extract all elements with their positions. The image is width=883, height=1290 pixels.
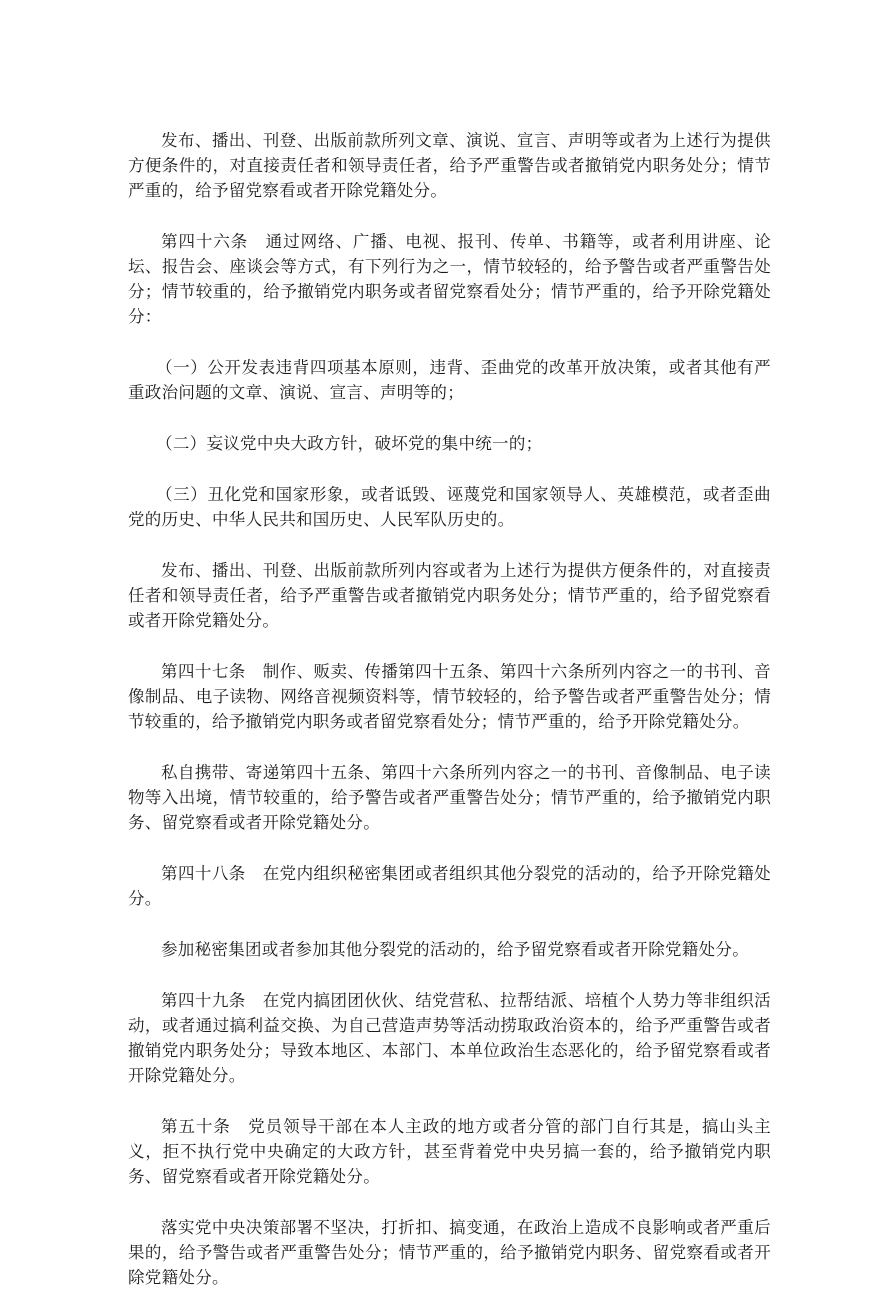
paragraph-item-3: （三）丑化党和国家形象，或者诋毁、诬蔑党和国家领导人、英雄模范，或者歪曲党的历史、中华人民共和国历史、人民军队历史的。: [128, 485, 771, 529]
paragraph-item-1: （一）公开发表违背四项基本原则，违背、歪曲党的改革开放决策，或者其他有严重政治问题的文章、演说、宣言、声明等的；: [128, 358, 771, 402]
paragraph-article-47: 第四十七条 制作、贩卖、传播第四十五条、第四十六条所列内容之一的书刊、音像制品、电子读物、网络音视频资料等，情节较轻的，给予警告或者严重警告处分；情节较重的，给予撤销党内职务或者留党察看处分；情节严重的，给予开除党籍处分。: [128, 662, 771, 731]
paragraph-article-48: 第四十八条 在党内组织秘密集团或者组织其他分裂党的活动的，给予开除党籍处分。: [128, 864, 771, 908]
paragraph-carrying-entry-exit: 私自携带、寄递第四十五条、第四十六条所列内容之一的书刊、音像制品、电子读物等入出境，情节较重的，给予警告或者严重警告处分；情节严重的，给予撤销党内职务、留党察看或者开除党籍处分。: [128, 763, 771, 832]
paragraph-implementation: 落实党中央决策部署不坚决，打折扣、搞变通，在政治上造成不良影响或者严重后果的，给予警告或者严重警告处分；情节严重的，给予撤销党内职务、留党察看或者开除党籍处分。: [128, 1218, 771, 1287]
paragraph-article-46: 第四十六条 通过网络、广播、电视、报刊、传单、书籍等，或者利用讲座、论坛、报告会、座谈会等方式，有下列行为之一，情节较轻的，给予警告或者严重警告处分；情节较重的，给予撤销党内职务或者留党察看处分；情节严重的，给予开除党籍处分：: [128, 232, 771, 326]
paragraph-article-50: 第五十条 党员领导干部在本人主政的地方或者分管的部门自行其是，搞山头主义，拒不执行党中央确定的大政方针，甚至背着党中央另搞一套的，给予撤销党内职务、留党察看或者开除党籍处分。: [128, 1117, 771, 1186]
paragraph-publishing-clause: 发布、播出、刊登、出版前款所列文章、演说、宣言、声明等或者为上述行为提供方便条件的，对直接责任者和领导责任者，给予严重警告或者撤销党内职务处分；情节严重的，给予留党察看或者开除党籍处分。: [128, 131, 771, 200]
paragraph-article-49: 第四十九条 在党内搞团团伙伙、结党营私、拉帮结派、培植个人势力等非组织活动，或者通过搞利益交换、为自己营造声势等活动捞取政治资本的，给予严重警告或者撤销党内职务处分；导致本地区、本部门、本单位政治生态恶化的，给予留党察看或者开除党籍处分。: [128, 991, 771, 1085]
paragraph-publishing-content: 发布、播出、刊登、出版前款所列内容或者为上述行为提供方便条件的，对直接责任者和领导责任者，给予严重警告或者撤销党内职务处分；情节严重的，给予留党察看或者开除党籍处分。: [128, 561, 771, 630]
paragraph-item-2: （二）妄议党中央大政方针，破坏党的集中统一的；: [156, 434, 543, 453]
paragraph-secret-group: 参加秘密集团或者参加其他分裂党的活动的，给予留党察看或者开除党籍处分。: [161, 940, 749, 959]
